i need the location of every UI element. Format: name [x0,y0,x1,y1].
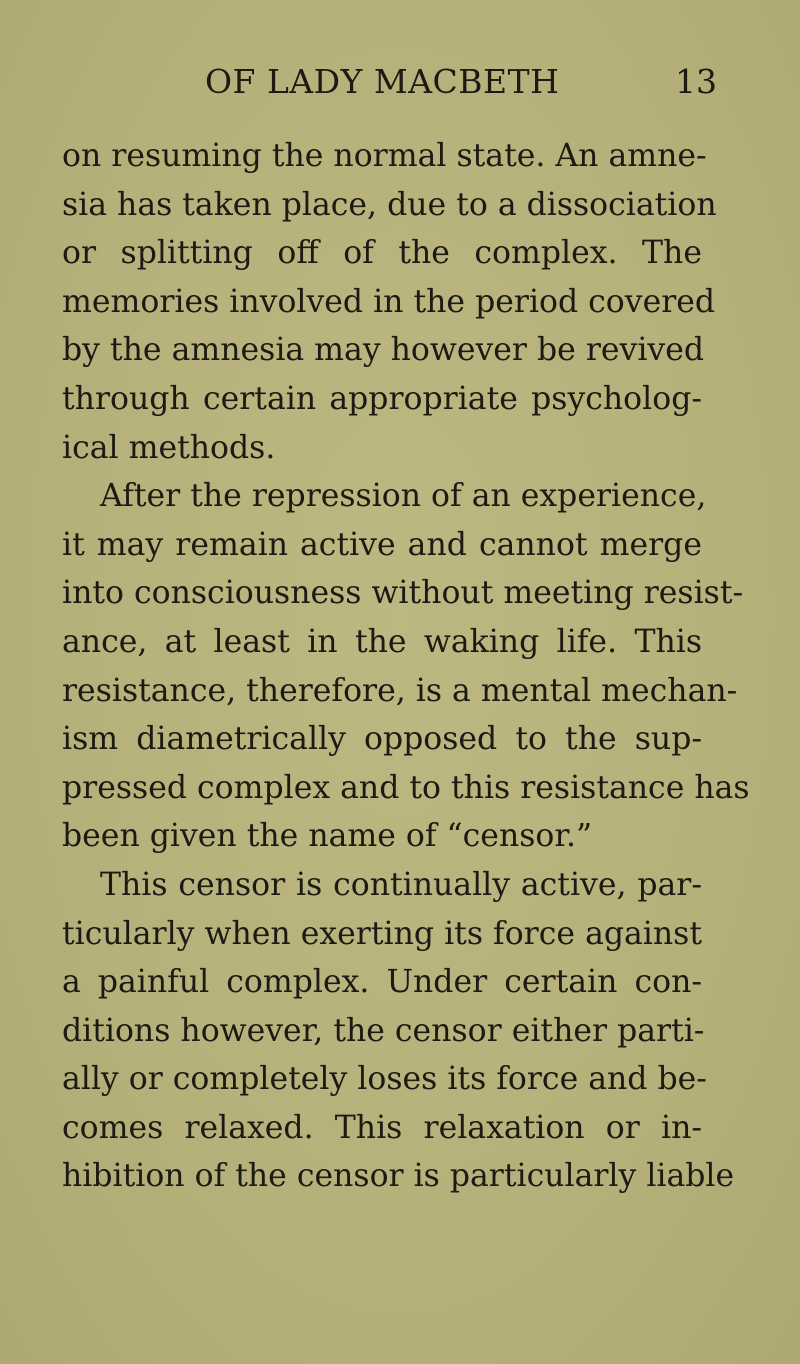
page-number: 13 [675,62,717,101]
text-line: comes relaxed. This relaxation or in- [62,1109,702,1146]
text-line: ticularly when exerting its force against [62,915,702,952]
text-line: ance, at least in the waking life. This [62,623,702,660]
body-text [62,132,750,1201]
text-line: hibition of the censor is particularly liable [62,1158,735,1195]
text-line: ally or completely loses its force and be- [62,1061,707,1098]
page-header [0,62,800,106]
text-line: sia has taken place, due to a dissociation [62,186,717,223]
text-line: resistance, therefore, is a mental mechan- [62,672,738,709]
text-line: by the amnesia may however be revived [62,332,704,369]
text-line: This censor is continually active, par- [100,866,702,903]
text-line: ism diametrically opposed to the sup- [62,721,702,758]
text-line: After the repression of an experience, [100,478,707,515]
text-line: or splitting off of the complex. The [62,235,702,272]
text-line: on resuming the normal state. An amne- [62,138,707,174]
text-line: a painful complex. Under certain con- [62,964,702,1001]
text-line: memories involved in the period covered [62,283,716,320]
text-line: through certain appropriate psycholog- [62,380,702,417]
text-line: ical methods. [62,429,276,466]
running-head: OF LADY MACBETH [205,62,560,101]
text-line: it may remain active and cannot merge [62,526,702,563]
text-line: pressed complex and to this resistance has [62,769,750,806]
text-line: been given the name of “censor.” [62,818,593,855]
text-line: into consciousness without meeting resist- [62,575,744,612]
text-line: ditions however, the censor either parti- [62,1012,705,1049]
